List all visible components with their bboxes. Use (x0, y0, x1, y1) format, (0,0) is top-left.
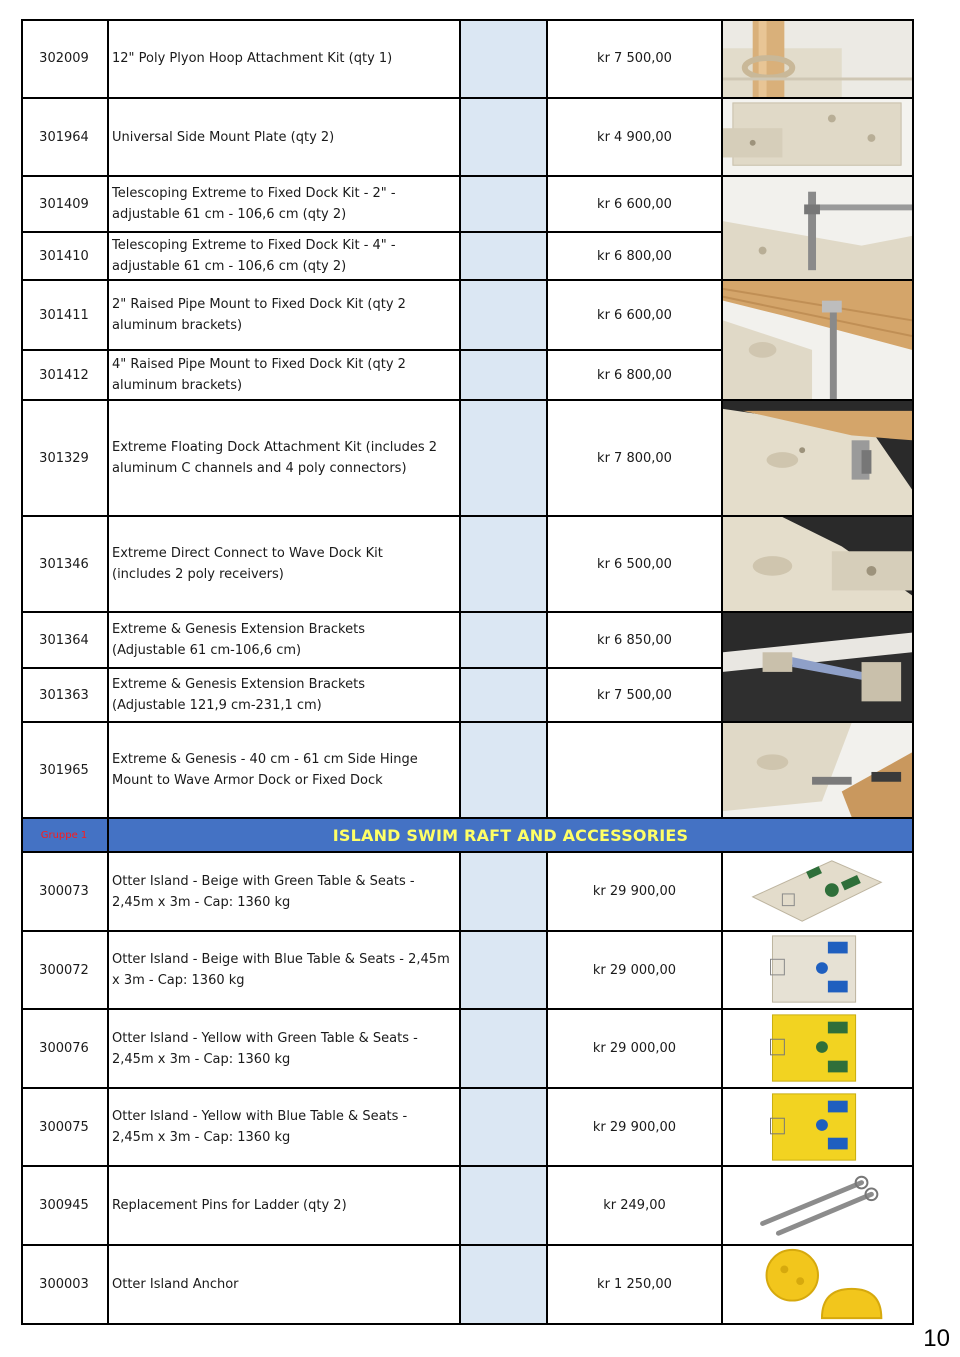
product-image-extension-brackets (723, 613, 914, 723)
product-description: Telescoping Extreme to Fixed Dock Kit - 2" - adjustable 61 cm - 106,6 cm (qty 2) (109, 177, 461, 233)
product-code: 301965 (21, 723, 109, 819)
product-description: Extreme & Genesis - 40 cm - 61 cm Side Hinge Mount to Wave Armor Dock or Fixed Dock (109, 723, 461, 819)
section-title: ISLAND SWIM RAFT AND ACCESSORIES (109, 819, 914, 853)
quantity-cell[interactable] (461, 281, 548, 351)
product-code: 300072 (21, 932, 109, 1010)
quantity-cell[interactable] (461, 19, 548, 99)
product-description: Extreme & Genesis Extension Brackets (Adjustable 121,9 cm-231,1 cm) (109, 669, 461, 723)
product-description: Extreme Floating Dock Attachment Kit (includes 2 aluminum C channels and 4 poly connectors) (109, 401, 461, 517)
product-code: 301409 (21, 177, 109, 233)
product-code: 300075 (21, 1089, 109, 1167)
product-code: 302009 (21, 19, 109, 99)
product-description: Extreme & Genesis Extension Brackets (Adjustable 61 cm-106,6 cm) (109, 613, 461, 669)
quantity-cell[interactable] (461, 723, 548, 819)
product-image-island-anchor (723, 1246, 914, 1325)
product-image-island-yellow-green (723, 1010, 914, 1089)
quantity-cell[interactable] (461, 1167, 548, 1246)
quantity-cell[interactable] (461, 853, 548, 932)
product-code: 300073 (21, 853, 109, 932)
product-price: kr 4 900,00 (548, 99, 723, 177)
product-price (548, 723, 723, 819)
product-price: kr 7 800,00 (548, 401, 723, 517)
product-code: 301410 (21, 233, 109, 281)
product-price: kr 29 900,00 (548, 1089, 723, 1167)
quantity-cell[interactable] (461, 1246, 548, 1325)
product-price: kr 29 900,00 (548, 853, 723, 932)
product-code: 301964 (21, 99, 109, 177)
quantity-cell[interactable] (461, 1089, 548, 1167)
product-price: kr 7 500,00 (548, 669, 723, 723)
product-code: 300945 (21, 1167, 109, 1246)
product-description: Otter Island - Yellow with Green Table & Seats - 2,45m x 3m - Cap: 1360 kg (109, 1010, 461, 1089)
product-code: 301411 (21, 281, 109, 351)
price-table (21, 19, 914, 1325)
product-price: kr 6 850,00 (548, 613, 723, 669)
product-description: Otter Island - Yellow with Blue Table & Seats - 2,45m x 3m - Cap: 1360 kg (109, 1089, 461, 1167)
product-price: kr 1 250,00 (548, 1246, 723, 1325)
product-price: kr 6 600,00 (548, 281, 723, 351)
product-price: kr 29 000,00 (548, 932, 723, 1010)
quantity-cell[interactable] (461, 177, 548, 233)
product-image-side-mount-plate (723, 99, 914, 177)
product-description: Universal Side Mount Plate (qty 2) (109, 99, 461, 177)
product-code: 300003 (21, 1246, 109, 1325)
product-code: 300076 (21, 1010, 109, 1089)
product-description: Telescoping Extreme to Fixed Dock Kit - 4" - adjustable 61 cm - 106,6 cm (qty 2) (109, 233, 461, 281)
quantity-cell[interactable] (461, 351, 548, 401)
product-image-raised-pipe-mount (723, 281, 914, 401)
quantity-cell[interactable] (461, 1010, 548, 1089)
product-description: 12" Poly Plyon Hoop Attachment Kit (qty 1) (109, 19, 461, 99)
product-description: 2" Raised Pipe Mount to Fixed Dock Kit (qty 2 aluminum brackets) (109, 281, 461, 351)
quantity-cell[interactable] (461, 669, 548, 723)
page-number: 10 (923, 1325, 950, 1352)
product-image-island-beige-blue (723, 932, 914, 1010)
product-price: kr 6 800,00 (548, 351, 723, 401)
product-description: Extreme Direct Connect to Wave Dock Kit (includes 2 poly receivers) (109, 517, 461, 613)
product-price: kr 29 000,00 (548, 1010, 723, 1089)
product-image-side-hinge-mount (723, 723, 914, 819)
product-description: Otter Island Anchor (109, 1246, 461, 1325)
quantity-cell[interactable] (461, 99, 548, 177)
quantity-cell[interactable] (461, 932, 548, 1010)
product-code: 301364 (21, 613, 109, 669)
product-code: 301363 (21, 669, 109, 723)
quantity-cell[interactable] (461, 613, 548, 669)
product-price: kr 6 600,00 (548, 177, 723, 233)
product-price: kr 6 800,00 (548, 233, 723, 281)
product-price: kr 249,00 (548, 1167, 723, 1246)
quantity-cell[interactable] (461, 233, 548, 281)
product-description: Otter Island - Beige with Blue Table & Seats - 2,45m x 3m - Cap: 1360 kg (109, 932, 461, 1010)
product-description: 4" Raised Pipe Mount to Fixed Dock Kit (qty 2 aluminum brackets) (109, 351, 461, 401)
product-description: Otter Island - Beige with Green Table & Seats - 2,45m x 3m - Cap: 1360 kg (109, 853, 461, 932)
product-description: Replacement Pins for Ladder (qty 2) (109, 1167, 461, 1246)
quantity-cell[interactable] (461, 517, 548, 613)
group-label: Gruppe 1 (21, 819, 109, 853)
product-image-island-yellow-blue (723, 1089, 914, 1167)
product-image-ladder-pins (723, 1167, 914, 1246)
product-code: 301346 (21, 517, 109, 613)
product-price: kr 7 500,00 (548, 19, 723, 99)
product-image-plyon-hoop-kit (723, 19, 914, 99)
product-price: kr 6 500,00 (548, 517, 723, 613)
product-image-direct-connect-kit (723, 517, 914, 613)
product-image-island-beige-green (723, 853, 914, 932)
product-image-telescoping-kit (723, 177, 914, 281)
product-image-floating-dock-kit (723, 401, 914, 517)
quantity-cell[interactable] (461, 401, 548, 517)
product-code: 301412 (21, 351, 109, 401)
product-code: 301329 (21, 401, 109, 517)
